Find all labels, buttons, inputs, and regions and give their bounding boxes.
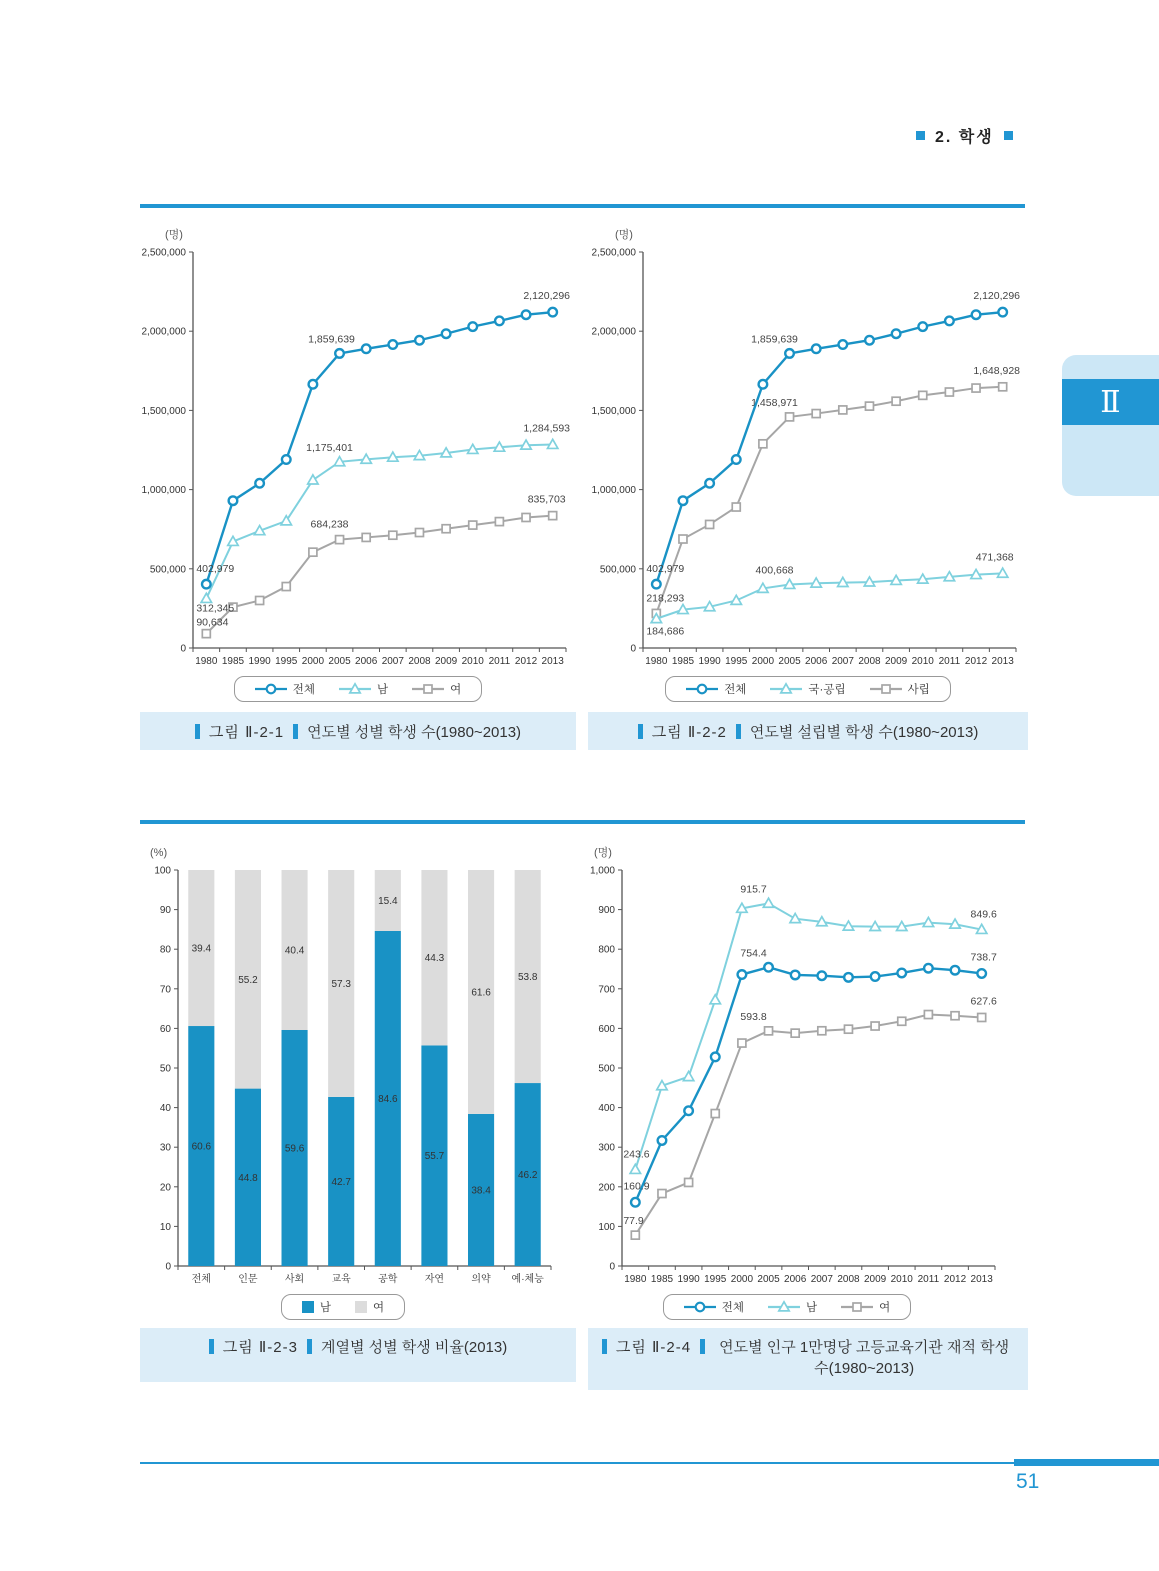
svg-text:2005: 2005	[328, 656, 351, 667]
caption-text: 연도별 성별 학생 수(1980~2013)	[307, 723, 522, 741]
svg-text:(명): (명)	[594, 847, 612, 859]
svg-text:인문: 인문	[238, 1274, 258, 1285]
chart-students-per-10000	[567, 840, 1007, 1320]
svg-text:2006: 2006	[784, 1274, 807, 1285]
legend-marker-icon	[768, 1301, 800, 1313]
svg-text:1,859,639: 1,859,639	[308, 333, 355, 346]
svg-text:2007: 2007	[810, 1274, 833, 1285]
svg-text:2000: 2000	[301, 656, 325, 667]
legend-item-사립	[870, 681, 930, 697]
svg-text:2,120,296: 2,120,296	[523, 290, 571, 303]
svg-text:20: 20	[159, 1182, 171, 1194]
caption-fig-II-2-1	[140, 712, 576, 750]
svg-text:1985: 1985	[671, 656, 695, 667]
svg-text:900: 900	[598, 905, 615, 917]
svg-text:59.6: 59.6	[284, 1143, 305, 1155]
svg-text:2,120,296: 2,120,296	[973, 290, 1021, 303]
legend-label: 남	[806, 1302, 818, 1314]
fig-II-2-2-legend	[665, 676, 951, 702]
caption-bar-icon	[700, 1339, 705, 1354]
svg-text:57.3: 57.3	[331, 978, 351, 990]
caption-text: 연도별 인구 1만명당 고등교육기관 재적 학생 수(1980~2013)	[719, 1339, 1010, 1377]
svg-text:교육: 교육	[331, 1274, 351, 1285]
chapter-side-tab-label: Ⅱ	[1062, 379, 1159, 425]
svg-text:0: 0	[180, 643, 186, 655]
svg-text:402,979: 402,979	[196, 563, 235, 576]
svg-text:80: 80	[159, 944, 171, 956]
svg-text:800: 800	[598, 944, 615, 956]
axes	[590, 845, 995, 1285]
svg-text:53.8: 53.8	[517, 972, 538, 984]
caption-label: 그림 Ⅱ-2-2	[651, 723, 727, 741]
svg-text:2006: 2006	[355, 656, 378, 667]
legend-marker-icon	[412, 683, 444, 695]
svg-text:312,345: 312,345	[196, 602, 235, 615]
legend-label: 전체	[292, 684, 315, 696]
header-title: 2. 학생	[935, 129, 994, 146]
bar-교육	[328, 870, 354, 1266]
svg-text:10: 10	[159, 1221, 171, 1233]
legend-label: 전체	[721, 1302, 744, 1314]
svg-text:2012: 2012	[964, 656, 988, 667]
svg-text:50: 50	[159, 1063, 171, 1075]
svg-text:40: 40	[159, 1103, 171, 1115]
svg-text:1980: 1980	[624, 1274, 647, 1285]
svg-text:60: 60	[159, 1023, 171, 1035]
svg-text:849.6: 849.6	[970, 908, 997, 921]
svg-text:2007: 2007	[831, 656, 854, 667]
chart-gender-ratio-by-field	[123, 840, 563, 1320]
legend-marker-icon	[686, 683, 718, 695]
svg-text:44.3: 44.3	[424, 953, 445, 965]
svg-text:1,500,000: 1,500,000	[591, 405, 636, 417]
svg-text:2011: 2011	[488, 656, 511, 667]
legend-marker-icon	[339, 683, 371, 695]
svg-text:100: 100	[598, 1221, 615, 1233]
svg-text:200: 200	[598, 1182, 615, 1194]
svg-text:84.6: 84.6	[378, 1093, 398, 1105]
svg-text:300: 300	[598, 1142, 615, 1154]
svg-text:40.4: 40.4	[284, 945, 305, 957]
legend-item-전체	[684, 1299, 744, 1315]
svg-text:2010: 2010	[461, 656, 484, 667]
svg-text:2012: 2012	[943, 1274, 967, 1285]
svg-text:2008: 2008	[837, 1274, 860, 1285]
fig-II-2-2-plot	[588, 222, 1028, 674]
svg-text:60.6: 60.6	[191, 1141, 212, 1153]
legend-item-여	[841, 1299, 890, 1315]
legend-item-국·공립	[770, 681, 845, 697]
svg-text:2011: 2011	[938, 656, 961, 667]
series-전체	[196, 290, 570, 588]
fig-II-2-3-legend	[281, 1294, 405, 1320]
svg-text:사회: 사회	[284, 1274, 305, 1285]
svg-text:2008: 2008	[858, 656, 881, 667]
legend-item-남	[339, 681, 388, 697]
svg-text:1,648,928: 1,648,928	[973, 364, 1021, 377]
svg-text:2,000,000: 2,000,000	[141, 326, 186, 338]
svg-text:2000: 2000	[730, 1274, 754, 1285]
legend-label: 사립	[907, 684, 930, 696]
svg-text:684,238: 684,238	[310, 518, 349, 531]
legend-marker-icon	[770, 683, 802, 695]
legend-label: 남	[377, 684, 389, 696]
svg-text:2011: 2011	[917, 1274, 940, 1285]
series-전체	[623, 947, 997, 1206]
legend-label: 여	[879, 1302, 891, 1314]
fig-II-2-1-plot	[138, 222, 578, 674]
legend-label: 국·공립	[808, 684, 846, 696]
series-남	[623, 883, 997, 1173]
legend-item-남	[768, 1299, 817, 1315]
svg-text:2,000,000: 2,000,000	[591, 326, 636, 338]
svg-text:의약: 의약	[471, 1274, 491, 1285]
fig-II-2-3-plot	[123, 840, 563, 1292]
legend-item-여	[412, 681, 461, 697]
svg-text:835,703: 835,703	[527, 493, 566, 506]
svg-text:627.6: 627.6	[970, 995, 997, 1008]
caption-bar-icon	[602, 1339, 607, 1354]
svg-text:공학: 공학	[378, 1274, 398, 1285]
svg-text:(명): (명)	[615, 229, 633, 241]
svg-text:15.4: 15.4	[378, 895, 398, 907]
svg-text:(명): (명)	[165, 229, 183, 241]
svg-text:1995: 1995	[704, 1274, 727, 1285]
svg-text:2013: 2013	[541, 656, 564, 667]
caption-text: 연도별 설립별 학생 수(1980~2013)	[749, 723, 979, 741]
svg-text:2,500,000: 2,500,000	[141, 247, 186, 259]
legend-swatch-icon	[302, 1301, 314, 1313]
svg-text:2012: 2012	[514, 656, 538, 667]
svg-text:42.7: 42.7	[331, 1176, 351, 1188]
bar-자연	[421, 870, 447, 1266]
svg-text:400,668: 400,668	[755, 564, 794, 577]
bar-사회	[282, 870, 308, 1266]
fig-II-2-1-legend	[234, 676, 482, 702]
caption-bar-icon	[209, 1339, 214, 1354]
svg-text:1,458,971: 1,458,971	[751, 396, 798, 409]
svg-text:2006: 2006	[805, 656, 828, 667]
svg-text:754.4: 754.4	[740, 947, 767, 960]
svg-text:2007: 2007	[381, 656, 404, 667]
chapter-side-tab	[1062, 355, 1159, 496]
svg-text:0: 0	[165, 1261, 171, 1273]
legend-item-여	[355, 1299, 384, 1315]
svg-text:46.2: 46.2	[517, 1170, 538, 1182]
svg-text:500: 500	[598, 1063, 615, 1075]
bar-예·체능	[515, 870, 541, 1266]
fig-II-2-4-legend	[663, 1294, 911, 1320]
header-square-icon	[916, 131, 925, 140]
svg-text:77.9: 77.9	[623, 1215, 644, 1228]
caption-fig-II-2-4	[588, 1328, 1028, 1390]
svg-text:1,284,593: 1,284,593	[523, 422, 571, 435]
svg-text:2008: 2008	[408, 656, 431, 667]
caption-bar-icon	[638, 724, 643, 739]
svg-text:600: 600	[598, 1023, 615, 1035]
page-number: 51	[1016, 1470, 1040, 1493]
caption-label: 그림 Ⅱ-2-4	[615, 1339, 692, 1356]
svg-text:55.2: 55.2	[238, 974, 258, 986]
svg-text:500,000: 500,000	[149, 564, 186, 576]
bar-전체	[188, 870, 214, 1266]
svg-text:2009: 2009	[863, 1274, 887, 1285]
svg-text:2009: 2009	[434, 656, 458, 667]
svg-text:1,000,000: 1,000,000	[141, 485, 186, 497]
header-square-icon	[1004, 131, 1013, 140]
svg-text:1990: 1990	[677, 1274, 700, 1285]
legend-item-남	[302, 1299, 331, 1315]
series-여	[196, 494, 565, 638]
svg-text:1990: 1990	[698, 656, 721, 667]
svg-text:61.6: 61.6	[471, 987, 491, 999]
svg-text:400: 400	[598, 1103, 615, 1115]
svg-text:2013: 2013	[991, 656, 1014, 667]
page-header	[916, 124, 1013, 147]
svg-text:100: 100	[154, 865, 171, 877]
caption-label: 그림 Ⅱ-2-1	[208, 723, 285, 741]
svg-text:55.7: 55.7	[424, 1151, 445, 1163]
svg-text:593.8: 593.8	[740, 1010, 767, 1023]
legend-swatch-icon	[355, 1301, 367, 1313]
legend-item-전체	[255, 681, 315, 697]
series-사립	[646, 365, 1020, 618]
svg-text:243.6: 243.6	[623, 1148, 650, 1161]
svg-text:2010: 2010	[890, 1274, 913, 1285]
caption-label: 그림 Ⅱ-2-3	[222, 1339, 298, 1356]
chart-students-by-gender	[138, 222, 578, 702]
svg-text:218,293: 218,293	[646, 592, 685, 605]
svg-text:39.4: 39.4	[191, 943, 212, 955]
legend-marker-icon	[255, 683, 287, 695]
svg-text:90,634: 90,634	[196, 616, 229, 629]
legend-marker-icon	[684, 1301, 716, 1313]
svg-text:1995: 1995	[725, 656, 748, 667]
svg-text:자연: 자연	[424, 1274, 445, 1285]
svg-text:1980: 1980	[195, 656, 218, 667]
svg-text:2009: 2009	[884, 656, 908, 667]
legend-label: 남	[319, 1302, 331, 1314]
svg-text:44.8: 44.8	[238, 1172, 258, 1184]
svg-text:전체: 전체	[191, 1274, 211, 1285]
chart-students-by-establishment	[588, 222, 1028, 702]
legend-label: 여	[373, 1302, 385, 1314]
svg-text:38.4: 38.4	[471, 1185, 491, 1197]
legend-label: 전체	[724, 684, 747, 696]
svg-text:738.7: 738.7	[970, 951, 997, 964]
caption-fig-II-2-3	[140, 1328, 576, 1382]
svg-text:2005: 2005	[757, 1274, 780, 1285]
caption-fig-II-2-2	[588, 712, 1028, 750]
svg-text:184,686: 184,686	[646, 625, 685, 638]
legend-label: 여	[450, 684, 462, 696]
series-전체	[646, 290, 1020, 588]
caption-bar-icon	[307, 1339, 312, 1354]
svg-text:2,500,000: 2,500,000	[591, 247, 636, 259]
svg-text:915.7: 915.7	[740, 883, 767, 896]
series-국·공립	[646, 551, 1013, 637]
svg-text:700: 700	[598, 984, 615, 996]
bar-공학	[375, 870, 401, 1266]
svg-text:1990: 1990	[248, 656, 271, 667]
svg-text:160.9: 160.9	[623, 1180, 650, 1193]
series-여	[623, 995, 997, 1239]
top-divider-rule	[140, 204, 1025, 208]
svg-text:1985: 1985	[650, 1274, 674, 1285]
svg-text:2010: 2010	[911, 656, 934, 667]
svg-text:500,000: 500,000	[599, 564, 636, 576]
svg-text:(%): (%)	[150, 847, 168, 859]
caption-bar-icon	[293, 724, 298, 739]
svg-text:0: 0	[630, 643, 636, 655]
svg-text:1980: 1980	[645, 656, 668, 667]
svg-text:2013: 2013	[970, 1274, 993, 1285]
svg-text:1,000: 1,000	[589, 865, 615, 877]
svg-text:1995: 1995	[275, 656, 298, 667]
svg-text:90: 90	[159, 905, 171, 917]
caption-text: 계열별 성별 학생 비율(2013)	[320, 1339, 508, 1356]
legend-marker-icon	[870, 683, 902, 695]
svg-text:1985: 1985	[221, 656, 245, 667]
legend-item-전체	[686, 681, 746, 697]
svg-text:70: 70	[159, 984, 171, 996]
legend-marker-icon	[841, 1301, 873, 1313]
svg-text:예·체능: 예·체능	[511, 1274, 544, 1285]
svg-text:2000: 2000	[751, 656, 775, 667]
bar-의약	[468, 870, 494, 1266]
fig-II-2-4-plot	[567, 840, 1007, 1292]
svg-text:0: 0	[609, 1261, 615, 1273]
svg-text:2005: 2005	[778, 656, 801, 667]
middle-divider-rule	[140, 820, 1025, 824]
bar-인문	[235, 870, 261, 1266]
caption-bar-icon	[195, 724, 200, 739]
caption-bar-icon	[736, 724, 741, 739]
svg-text:471,368: 471,368	[975, 551, 1014, 564]
svg-text:1,000,000: 1,000,000	[591, 485, 636, 497]
svg-text:1,175,401: 1,175,401	[306, 441, 353, 454]
svg-text:1,859,639: 1,859,639	[751, 333, 798, 346]
svg-text:1,500,000: 1,500,000	[141, 405, 186, 417]
svg-text:402,979: 402,979	[646, 563, 685, 576]
footer-accent-bar	[1014, 1459, 1159, 1466]
footer-rule	[140, 1462, 1014, 1464]
svg-text:30: 30	[159, 1142, 171, 1154]
